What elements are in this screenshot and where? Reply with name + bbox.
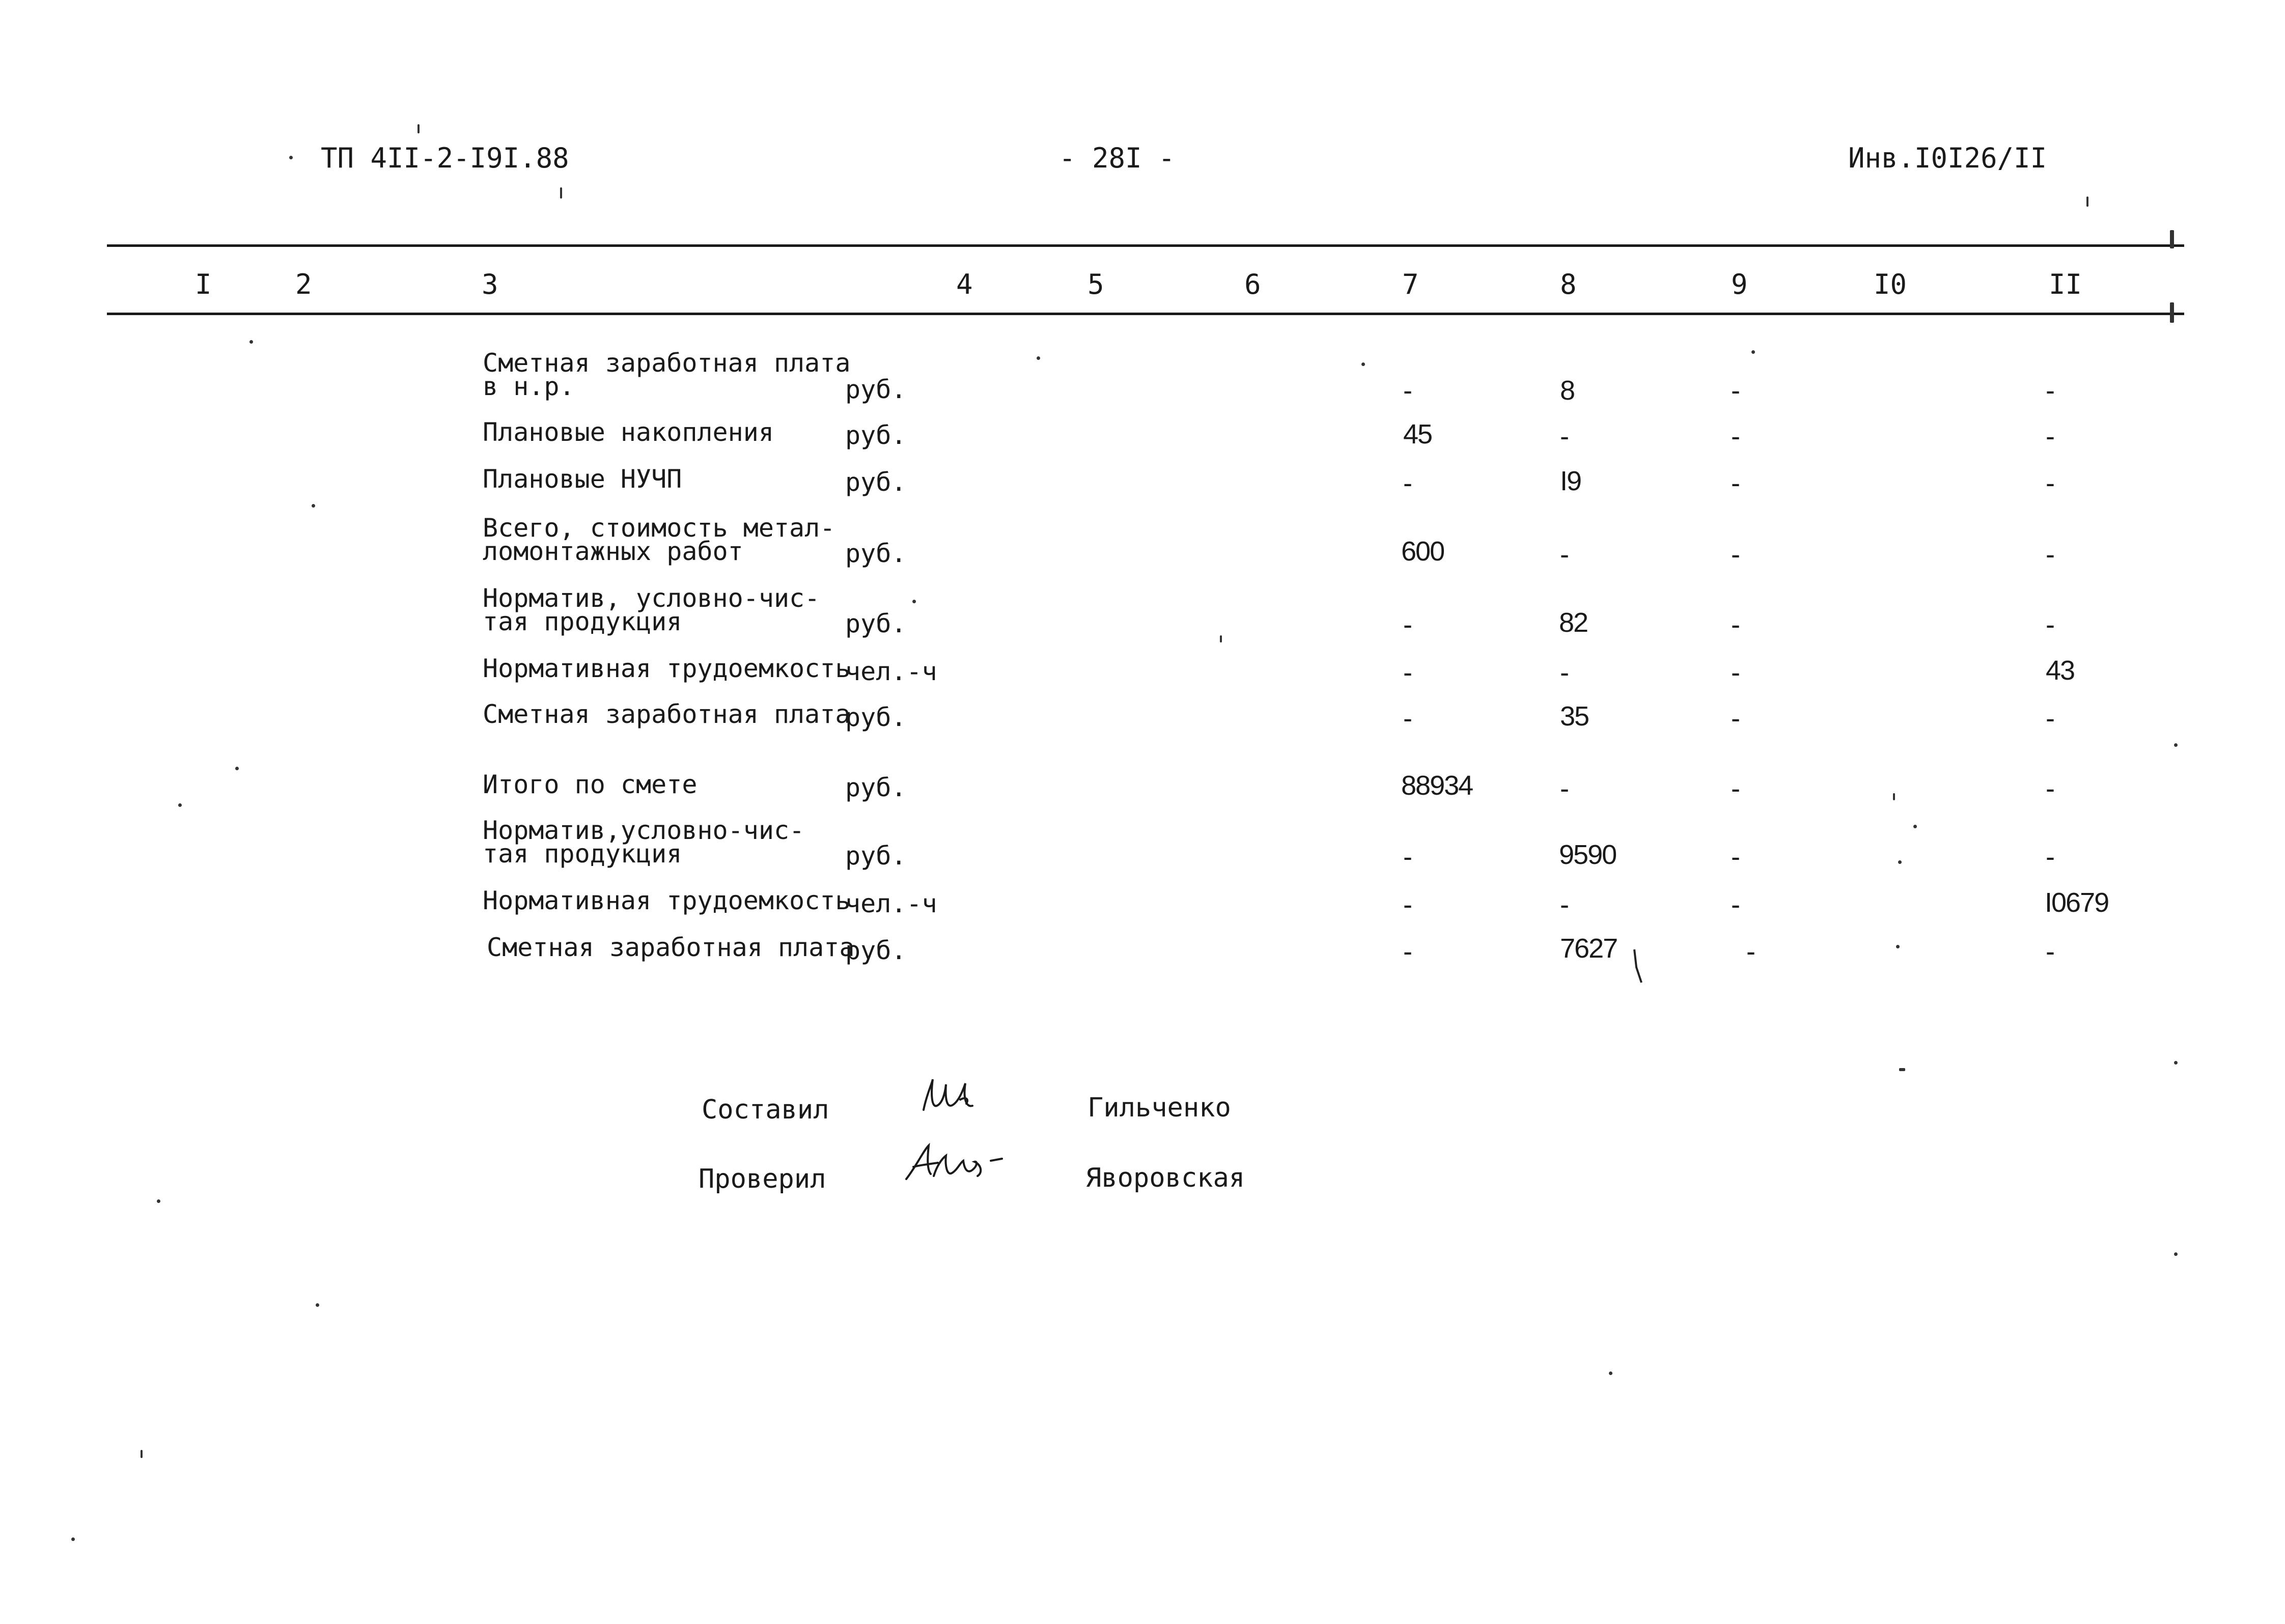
row-1-col-9: - <box>1731 375 1739 406</box>
column-number-4: 4 <box>956 268 973 300</box>
row-3-col-7: - <box>1403 468 1411 498</box>
document-code: ТП 4II-2-I9I.88 <box>321 142 569 174</box>
row-9-col-9: - <box>1731 842 1739 872</box>
column-number-3: 3 <box>482 268 498 300</box>
pen-stroke-mark <box>1629 947 1650 988</box>
row-6-col-7: - <box>1403 657 1411 688</box>
scan-speck <box>2170 302 2174 323</box>
scan-speck <box>316 1303 319 1307</box>
row-9-col-7: - <box>1403 842 1411 872</box>
column-number-7: 7 <box>1402 268 1419 300</box>
row-7-col-11: - <box>2046 703 2054 734</box>
row-9-col-8: 9590 <box>1559 839 1617 870</box>
row-7-description: Сметная заработная плата <box>483 699 851 729</box>
scan-speck <box>2174 1061 2178 1065</box>
table-top-rule <box>107 244 2184 247</box>
row-2-description: Плановые накопления <box>483 417 774 447</box>
scan-speck <box>2170 230 2174 248</box>
row-3-col-8: I9 <box>1560 466 1581 496</box>
checked-by-label: Проверил <box>699 1164 826 1194</box>
row-8-col-11: - <box>2046 773 2054 804</box>
scan-speck <box>1899 1068 1905 1071</box>
scan-speck <box>157 1199 160 1203</box>
row-5-col-7: - <box>1403 609 1411 640</box>
column-number-8: 8 <box>1560 268 1577 300</box>
row-11-unit: руб. <box>845 936 907 965</box>
column-number-10: I0 <box>1874 268 1907 300</box>
scan-speck <box>560 187 562 199</box>
row-1-col-7: - <box>1403 375 1411 406</box>
column-number-11: II <box>2049 268 2082 300</box>
row-1-description: Сметная заработная плата в н.р. <box>483 348 851 401</box>
row-4-description: Всего, стоимость метал- ломонтажных работ <box>483 513 835 566</box>
row-3-col-11: - <box>2046 468 2054 498</box>
row-11-col-9: - <box>1746 936 1754 967</box>
scan-speck <box>235 767 239 770</box>
scan-speck <box>2174 1252 2178 1256</box>
scan-speck <box>141 1450 143 1458</box>
scan-speck <box>2086 197 2088 207</box>
column-number-2: 2 <box>295 268 312 300</box>
scan-speck <box>1751 350 1755 354</box>
row-5-col-8: 82 <box>1559 607 1588 638</box>
row-6-unit: чел.-ч <box>845 657 937 686</box>
row-10-col-9: - <box>1731 889 1739 920</box>
row-6-description: Нормативная трудоемкость <box>483 654 851 683</box>
scan-speck <box>289 156 293 159</box>
scan-speck <box>1361 362 1365 366</box>
row-10-description: Нормативная трудоемкость <box>483 886 851 915</box>
row-7-col-8: 35 <box>1560 701 1589 732</box>
table-header-rule <box>107 313 2184 315</box>
row-8-col-9: - <box>1731 773 1739 804</box>
row-5-description: Норматив, условно-чис- тая продукция <box>483 583 820 636</box>
row-11-description: Сметная заработная плата <box>487 933 855 962</box>
scan-speck <box>1037 356 1040 360</box>
row-8-description: Итого по смете <box>483 770 698 799</box>
scan-speck <box>249 340 253 344</box>
row-1-col-8: 8 <box>1560 375 1575 406</box>
scan-speck <box>1893 793 1895 800</box>
scan-speck <box>417 124 420 133</box>
row-3-col-9: - <box>1731 468 1739 498</box>
row-5-unit: руб. <box>845 609 907 638</box>
row-3-unit: руб. <box>845 467 907 497</box>
row-2-col-9: - <box>1731 421 1739 452</box>
scan-speck <box>312 504 315 508</box>
row-7-unit: руб. <box>845 703 907 732</box>
row-9-col-11: - <box>2046 842 2054 872</box>
row-5-col-9: - <box>1731 609 1739 640</box>
row-2-col-8: - <box>1560 421 1568 452</box>
checked-signature-icon <box>901 1140 1018 1186</box>
row-1-col-11: - <box>2046 375 2054 406</box>
row-11-col-8: 7627 <box>1560 933 1618 964</box>
row-10-unit: чел.-ч <box>845 889 937 918</box>
scan-speck <box>1896 945 1900 948</box>
page-number: - 28I - <box>1059 142 1175 174</box>
column-number-1: I <box>195 268 212 300</box>
row-4-unit: руб. <box>845 539 907 568</box>
row-3-description: Плановые НУЧП <box>483 464 682 494</box>
row-11-col-11: - <box>2046 936 2054 967</box>
scan-speck <box>1220 635 1222 642</box>
row-11-col-7: - <box>1403 936 1411 967</box>
row-4-col-11: - <box>2046 539 2054 570</box>
composed-signature-icon <box>916 1074 978 1120</box>
row-2-col-11: - <box>2046 421 2054 452</box>
row-10-col-7: - <box>1403 889 1411 920</box>
row-1-unit: руб. <box>845 375 907 404</box>
scan-speck <box>71 1537 75 1541</box>
composed-by-label: Составил <box>702 1095 829 1125</box>
composed-by-name: Гильченко <box>1088 1093 1231 1123</box>
row-9-description: Норматив,условно-чис- тая продукция <box>483 816 805 869</box>
row-6-col-9: - <box>1731 657 1739 688</box>
inventory-number: Инв.I0I26/II <box>1848 142 2047 174</box>
row-7-col-9: - <box>1731 703 1739 734</box>
row-2-unit: руб. <box>845 421 907 450</box>
scan-speck <box>2174 743 2178 747</box>
column-number-5: 5 <box>1088 268 1104 300</box>
row-9-unit: руб. <box>845 841 907 871</box>
row-10-col-8: - <box>1560 889 1568 920</box>
checked-by-name: Яворовская <box>1085 1163 1245 1193</box>
row-4-col-9: - <box>1731 539 1739 570</box>
scan-speck <box>178 803 182 807</box>
row-10-col-11: I0679 <box>2045 887 2109 918</box>
row-7-col-7: - <box>1403 703 1411 734</box>
row-5-col-11: - <box>2046 609 2054 640</box>
row-4-col-7: 600 <box>1401 536 1444 567</box>
column-number-6: 6 <box>1244 268 1261 300</box>
row-4-col-8: - <box>1560 539 1568 570</box>
row-6-col-8: - <box>1560 657 1568 688</box>
row-8-col-7: 88934 <box>1401 770 1473 801</box>
row-6-col-11: 43 <box>2046 655 2075 686</box>
scan-speck <box>1913 825 1917 828</box>
row-8-col-8: - <box>1560 773 1568 804</box>
scan-speck <box>1609 1371 1612 1375</box>
scan-speck <box>912 600 916 603</box>
row-8-unit: руб. <box>845 773 907 802</box>
scan-speck <box>1898 860 1902 864</box>
column-number-9: 9 <box>1731 268 1748 300</box>
row-2-col-7: 45 <box>1403 419 1432 450</box>
